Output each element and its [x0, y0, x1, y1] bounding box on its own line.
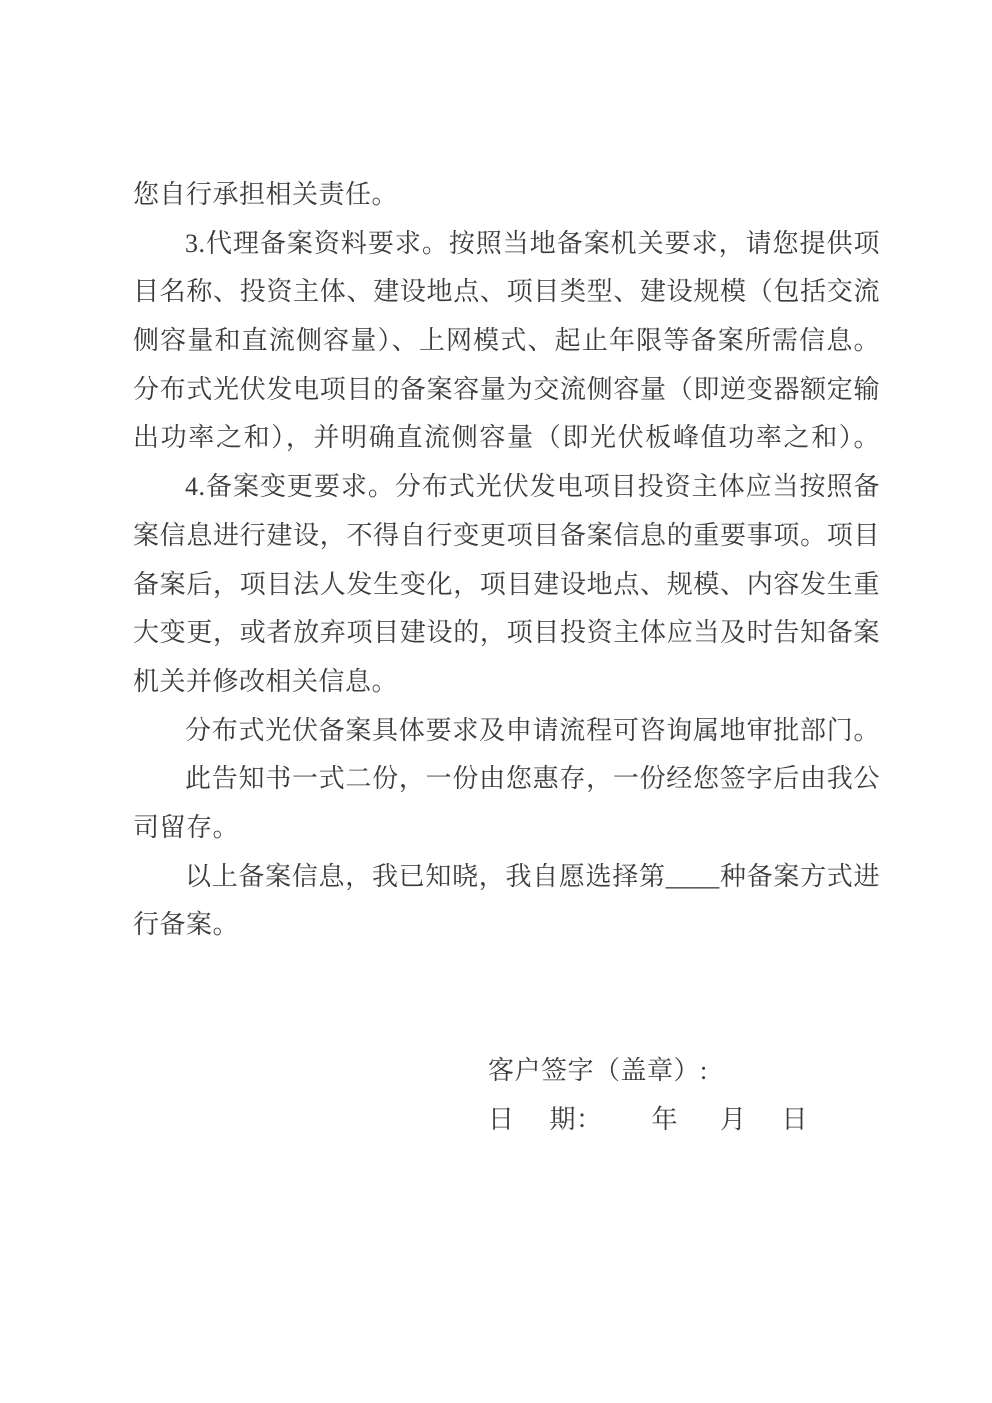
body-line: 大变更，或者放弃项目建设的，项目投资主体应当及时告知备案: [133, 618, 880, 648]
body-line: 司留存。: [133, 812, 240, 842]
body-line: 备案后，项目法人发生变化，项目建设地点、规模、内容发生重: [133, 569, 880, 599]
body-line: 分布式光伏备案具体要求及申请流程可咨询属地审批部门。: [185, 715, 880, 745]
body-line: 分布式光伏发电项目的备案容量为交流侧容量（即逆变器额定输: [133, 374, 880, 404]
body-line: 行备案。: [133, 910, 240, 940]
document-body: [133, 171, 880, 1145]
body-line: 目名称、投资主体、建设地点、项目类型、建设规模（包括交流: [133, 277, 880, 307]
body-line: 案信息进行建设，不得自行变更项目备案信息的重要事项。项目: [133, 520, 880, 550]
blank-space: [133, 950, 880, 1047]
body-line: 侧容量和直流侧容量）、上网模式、起止年限等备案所需信息。: [133, 326, 880, 356]
body-line: 此告知书一式二份，一份由您惠存，一份经您签字后由我公: [185, 764, 880, 794]
body-line: 4.备案变更要求。分布式光伏发电项目投资主体应当按照备: [185, 472, 880, 502]
date-line: 日 期： 年 月 日: [488, 1105, 809, 1135]
body-line: 您自行承担相关责任。: [133, 180, 399, 209]
body-line: 机关并修改相关信息。: [133, 666, 399, 696]
body-line: 3.代理备案资料要求。按照当地备案机关要求，请您提供项: [185, 228, 880, 258]
customer-signature-label: 客户签字（盖章）:: [488, 1056, 708, 1086]
body-line: 出功率之和），并明确直流侧容量（即光伏板峰值功率之和）。: [133, 423, 880, 453]
body-line: 以上备案信息，我已知晓，我自愿选择第____种备案方式进: [185, 861, 880, 891]
